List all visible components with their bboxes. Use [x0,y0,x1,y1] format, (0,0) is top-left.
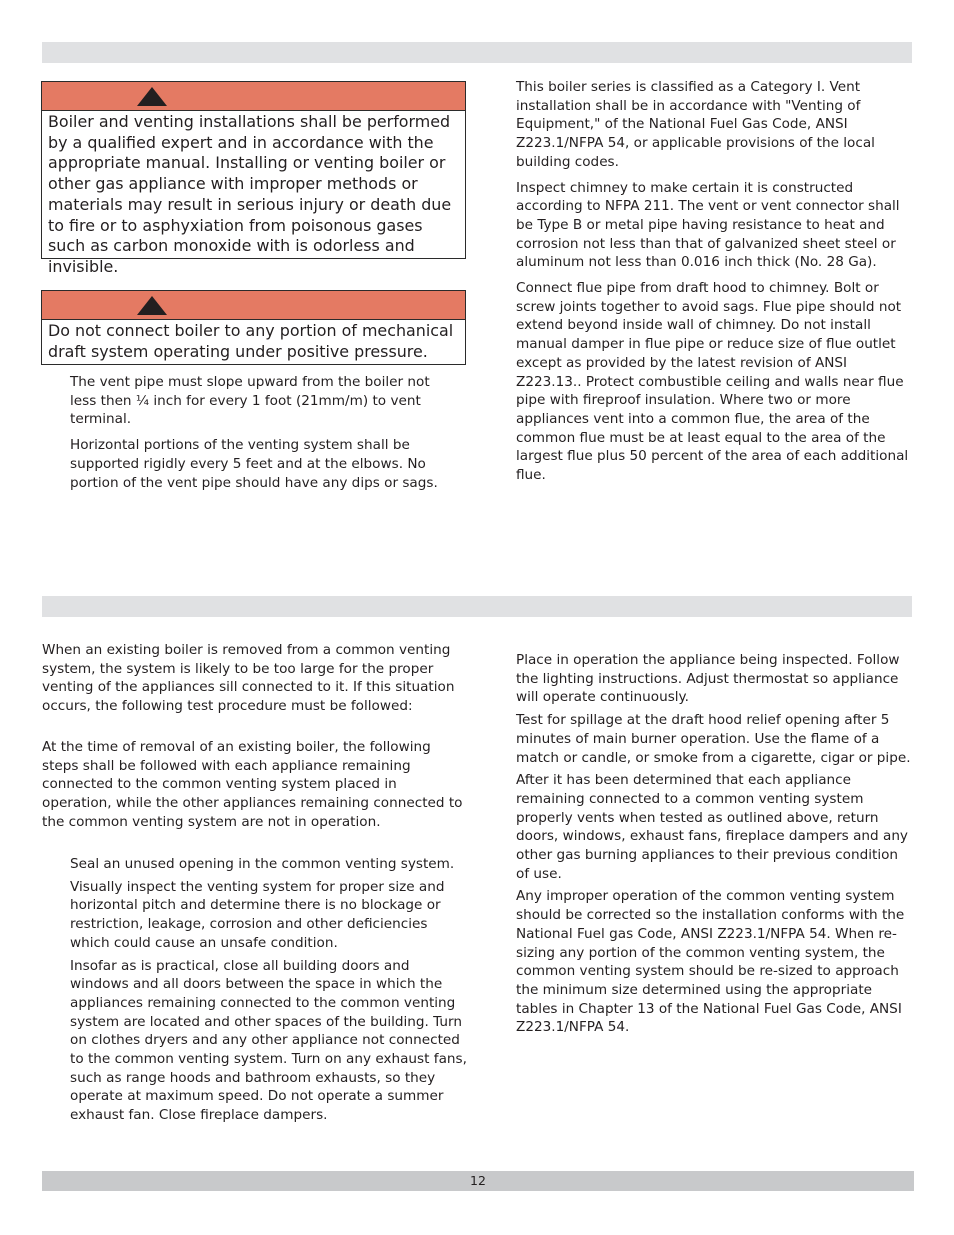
list-item: Any improper operation of the common venting system should be corrected so the installation conforms with the National Fuel gas Code, ANSI Z223.1/NFPA 54. When re-sizing any portion of the common venting system, the common venting system should be re-sized to approach the minimum size determined using the appropriate tables in Chapter 13 of the National Fuel Gas Code, ANSI Z223.1/NFPA 54. [516,888,905,1036]
list-item: Place in operation the appliance being inspected. Follow the lighting instructions. Adjust thermostat so appliance will operate continuously. [516,652,900,706]
warning-text: Do not connect boiler to any portion of mechanical draft system operating under positive pressure. [48,321,454,361]
section-header-common-venting [42,596,912,617]
common-venting-intro [42,641,467,831]
paragraph: When an existing boiler is removed from a common venting system, the system is likely to be too large for the proper venting of the appliances sill connected to it. If this situation occurs, the following test procedure must be followed: [42,642,455,715]
page-footer [42,1171,914,1191]
list-item: Insofar as is practical, close all building doors and windows and all doors between the space in which the appliances remaining connected to the common venting system are located and other spaces of the building. Turn on clothes dryers and any other appliance not connected to the common venting system. Turn on any exhaust fans, such as range hoods and bathroom exhausts, so they operate at maximum speed. Do not operate a summer exhaust fan. Close fireplace dampers. [70,957,467,1124]
warning-box-qualified-install [41,81,466,276]
list-item: Seal an unused opening in the common venting system. [70,856,455,872]
paragraph: At the time of removal of an existing boiler, the following steps shall be followed with each appliance remaining connected to the common venting system placed in operation, while the other appliances remaining connected to the common venting system are not in operation. [42,738,463,830]
warning-header [42,291,465,320]
list-item: After it has been determined that each appliance remaining connected to a common venting system properly vents when tested as outlined above, return doors, windows, exhaust fans, fireplace dampers and any other gas burning appliances to their previous condition of use. [516,772,908,882]
paragraph: Connect flue pipe from draft hood to chimney. Bolt or screw joints together to avoid sags. Flue pipe should not extend beyond inside wall of chimney. Do not install manual damper in flue pipe or reduce size of flue outlet except as provided by the latest revision of ANSI Z223.13.. Protect combustible ceiling and walls near flue pipe with fireproof insulation. Where two or more appliances vent into a common flue, the area of the common flue must be at least equal to the area of the largest flue plus 50 percent of the area of each additional flue. [516,280,909,484]
common-venting-steps [70,855,468,1125]
paragraph: This boiler series is classified as a Category I. Vent installation shall be in accordance with "Venting of Equipment," of the National Fuel Gas Code, ANSI Z223.1/NFPA 54, or applicable provisions of the local building codes. [516,79,875,170]
warning-box-positive-pressure [41,290,466,365]
warning-text: Boiler and venting installations shall be performed by a qualified expert and in accordance with the appropriate manual. Installing or venting boiler or other gas appliance with improper methods or materials may result in serious injury or death due to fire or to asphyxiation from poisonous gases such as carbon monoxide with is odorless and invisible. [48,112,452,276]
warning-header [42,82,465,111]
page-number: 12 [470,1173,486,1188]
list-item: Test for spillage at the draft hood relief opening after 5 minutes of main burner operation. Use the flame of a match or candle, or smoke from a cigarette, cigar or pipe. [516,712,911,766]
list-item: Horizontal portions of the venting system shall be supported rigidly every 5 feet and at the elbows. No portion of the vent pipe should have any dips or sags. [70,437,438,491]
category-venting-text [516,78,914,485]
section-header-venting [42,42,912,63]
list-item: The vent pipe must slope upward from the boiler not less then ¼ inch for every 1 foot (21mm/m) to vent terminal. [70,374,430,428]
paragraph: Inspect chimney to make certain it is constructed according to NFPA 211. The vent or vent connector shall be Type B or metal pipe having resistance to heat and corrosion not less than that of galvanized sheet steel or aluminum not less than 0.016 inch thick (No. 28 Ga). [516,179,900,271]
warning-triangle-icon [137,87,167,106]
vent-pipe-instructions [70,373,460,492]
list-item: Visually inspect the venting system for proper size and horizontal pitch and determine there is no blockage or restriction, leakage, corrosion and other deficiencies which could cause an unsafe condition. [70,878,445,951]
common-venting-test-steps [516,651,914,1037]
warning-triangle-icon [137,296,167,315]
